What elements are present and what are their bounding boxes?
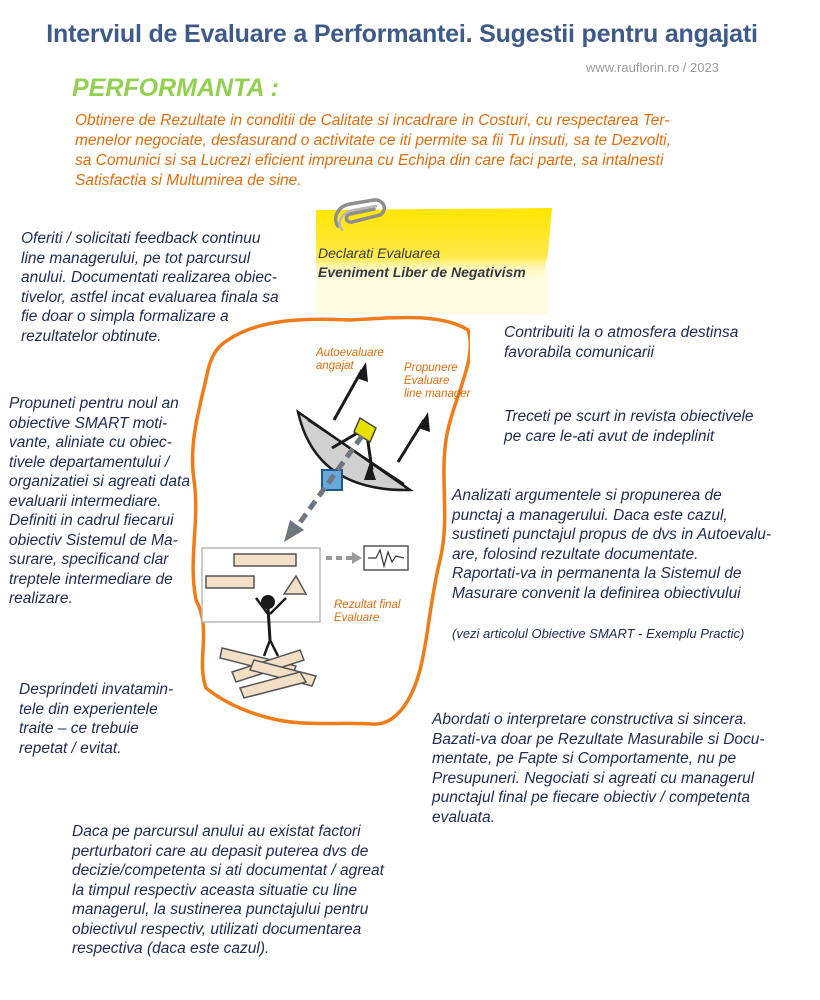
tip-line: tivelor, astfel incat evaluarea finala sa [21, 288, 279, 306]
tip-line: Propuneti pentru noul an [9, 395, 179, 412]
tip-arguments [452, 486, 812, 603]
tip-line: anului. Documentati realizarea obiec- [21, 269, 277, 286]
tip-lessons [19, 680, 199, 758]
tip-line: sustineti punctajul propus de dvs in Autoevalu- [452, 526, 772, 543]
credit-text: www.rauflorin.ro / 2023 [586, 60, 719, 75]
tip-line: Raportati-va in permanenta la Sistemul de [452, 565, 742, 582]
tip-line: organizatiei si agreati data [9, 473, 190, 490]
label-line: angajat [316, 360, 354, 372]
tip-line: tivele departamentului / [9, 453, 170, 471]
tip-line: Analizati argumentele si propunerea de [452, 487, 722, 504]
page-title: Interviul de Evaluare a Performantei. Sugestii pentru angajati [46, 20, 758, 48]
tip-line: repetat / evitat. [19, 739, 122, 757]
sticky-note-line1: Declarati Evaluarea [318, 245, 441, 261]
tip-smart-objectives [9, 394, 209, 609]
label-line: Autoevaluare [316, 347, 384, 359]
tip-line: managerul, la sustinerea punctajului pentru [72, 901, 369, 918]
tip-line: decizie/competenta si ati documentat / agreat [72, 862, 384, 879]
tip-review [504, 407, 804, 446]
tip-line: punctajul final pe fiecare obiectiv / competenta [432, 789, 750, 806]
article-note: (vezi articolul Obiective SMART - Exemplu Practic) [452, 626, 745, 641]
label-final-result [334, 599, 400, 625]
label-line: line manager [404, 388, 471, 400]
tip-line: treptele intermediare de [9, 570, 173, 588]
tip-line: punctaj a managerului. Daca este cazul, [452, 506, 728, 524]
sticky-note-line2: Eveniment Liber de Negativism [318, 264, 526, 280]
tip-line: Desprindeti invatamin- [19, 681, 174, 698]
label-line: Evaluare [334, 612, 380, 624]
tip-line: Definiti in cadrul fiecarui [9, 512, 174, 529]
tip-line: line managerului, pe tot parcursul [21, 249, 251, 267]
tip-line: favorabila comunicarii [504, 343, 654, 361]
label-line: Rezultat final [334, 599, 401, 611]
tip-line: la timpul respectiv aceasta situatie cu line [72, 881, 358, 899]
tip-line: Presupuneri. Negociati si agreati cu managerul [432, 769, 755, 787]
tip-line: Oferiti / solicitati feedback continuu [21, 230, 261, 247]
label-self-evaluation [316, 347, 384, 373]
tip-line: Bazati-va doar pe Rezultate Masurabile si Docu- [432, 730, 765, 748]
tip-line: pe care le-ati avut de indeplinit [504, 427, 715, 445]
label-manager-proposal [404, 362, 470, 401]
performance-definition [75, 111, 755, 191]
definition-line: menelor negociate, desfasurand o activitate ce iti permite sa fii Tu insuti, sa te Dezvolti, [75, 132, 671, 149]
tip-line: Masurare convenit la definirea obiectivului [452, 584, 741, 602]
tip-line: rezultatelor obtinute. [21, 327, 162, 345]
tip-line: respectiva (daca este cazul). [72, 940, 270, 957]
tip-line: are, folosind rezultate documentate. [452, 545, 699, 563]
tip-atmosphere [504, 323, 804, 362]
tip-line: evaluarii intermediare. [9, 492, 162, 510]
definition-line: Obtinere de Rezultate in conditii de Calitate si incadrare in Costuri, cu respectarea Ter- [75, 112, 670, 129]
paperclip-icon [330, 196, 392, 236]
label-line: Propunere [404, 362, 458, 374]
tip-line: obiective SMART moti- [9, 414, 168, 432]
tip-line: evaluata. [432, 808, 495, 826]
tip-line: obiectivul respectiv, utilizati documentarea [72, 920, 362, 938]
tip-line: fie doar o simpla formalizare a [21, 308, 229, 325]
tip-line: Treceti pe scurt in revista obiectivele [504, 408, 754, 425]
tip-line: vante, aliniate cu obiec- [9, 434, 172, 451]
tip-line: traite – ce trebuie [19, 720, 139, 737]
tip-line: tele din experientele [19, 700, 158, 718]
tip-disruptions [72, 822, 422, 959]
stick-figure-icon [202, 548, 320, 698]
tip-line: obiectiv Sistemul de Ma- [9, 531, 178, 549]
definition-line: Satisfactia si Multumirea de sine. [75, 172, 302, 189]
definition-line: sa Comunici si sa Lucrezi eficient impreuna cu Echipa din care faci parte, sa intalnesti [75, 152, 664, 169]
graph-monitor-icon [364, 546, 408, 570]
tip-line: Abordati o interpretare constructiva si sincera. [432, 711, 748, 728]
tip-line: Contribuiti la o atmosfera destinsa [504, 324, 739, 341]
tip-line: perturbatori care au depasit puterea dvs de [72, 842, 369, 860]
tip-constructive [432, 710, 802, 827]
performance-heading: PERFORMANTA : [72, 74, 279, 102]
tip-line: surare, specificand clar [9, 551, 169, 568]
label-line: Evaluare [404, 375, 450, 387]
tip-line: Daca pe parcursul anului au existat factori [72, 823, 361, 840]
tip-line: mentate, pe Fapte si Comportamente, nu pe [432, 750, 737, 767]
tip-line: realizare. [9, 590, 73, 607]
tip-feedback [21, 229, 311, 346]
